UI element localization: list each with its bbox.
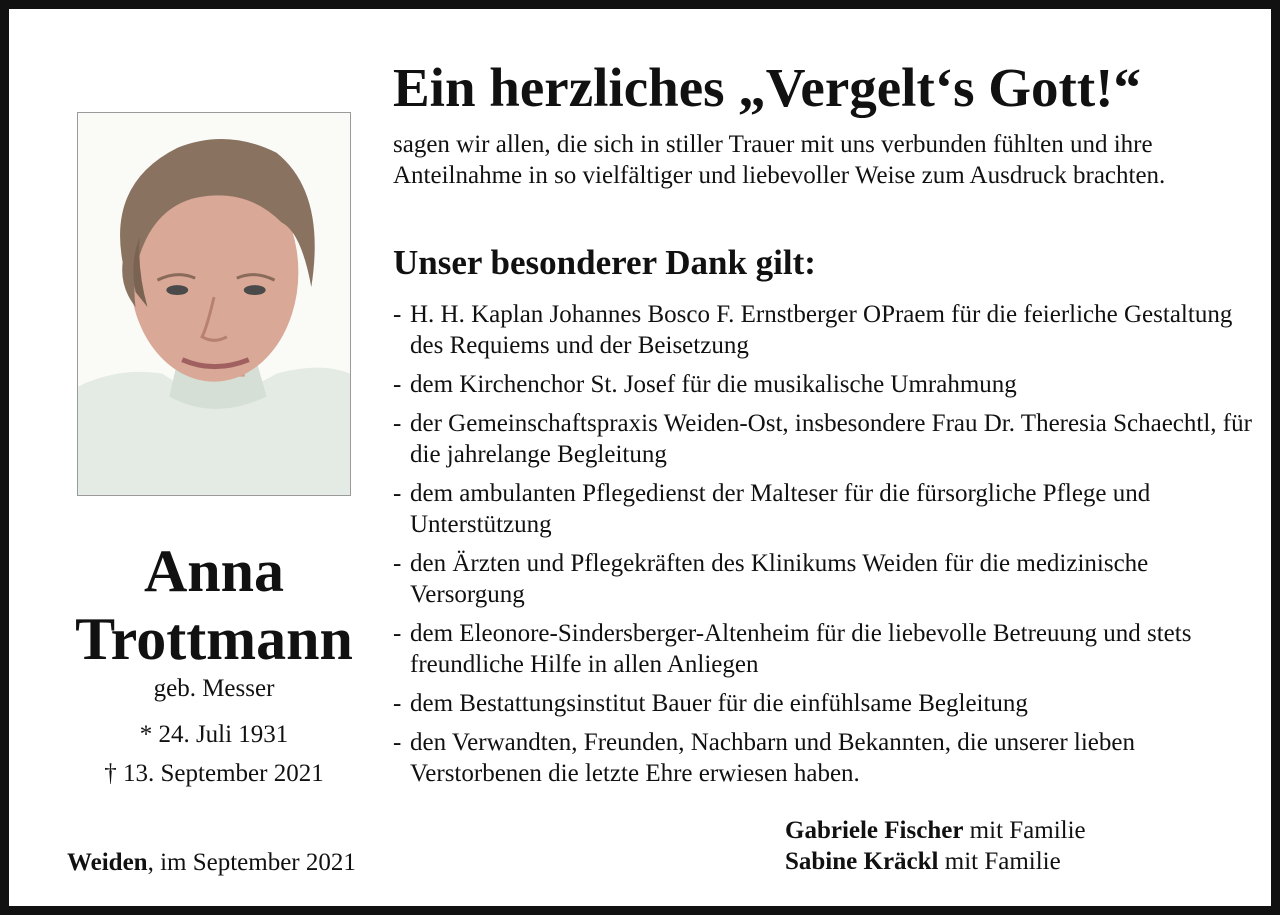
headline: Ein herzliches „Vergelt‘s Gott!“: [393, 57, 1141, 118]
list-item: - dem Eleonore-Sindersberger-Altenheim für die liebevolle Betreuung und stets freundliche Hilfe in allen Anliegen: [393, 618, 1253, 680]
birth-date: * 24. Juli 1931: [139, 721, 289, 748]
list-item: - dem Kirchenchor St. Josef für die musikalische Umrahmung: [393, 369, 1253, 400]
list-item: - dem Bestattungsinstitut Bauer für die einfühlsame Begleitung: [393, 688, 1253, 719]
deceased-last-name: Trottmann: [75, 606, 353, 672]
list-item: - den Ärzten und Pflegekräften des Klinikums Weiden für die medizinische Versorgung: [393, 548, 1253, 610]
signatures: [785, 815, 1086, 877]
place-city: Weiden: [67, 849, 148, 876]
list-item: - H. H. Kaplan Johannes Bosco F. Ernstberger OPraem für die feierliche Gestaltung des Requiems und der Beisetzung: [393, 299, 1253, 361]
signature-name: Sabine Kräckl: [785, 848, 939, 875]
death-date: † 13. September 2021: [104, 760, 324, 787]
list-item: - der Gemeinschaftspraxis Weiden-Ost, insbesondere Frau Dr. Theresia Schaechtl, für die jahrelange Begleitung: [393, 408, 1253, 470]
list-item: - dem ambulanten Pflegedienst der Malteser für die fürsorgliche Pflege und Unterstützung: [393, 478, 1253, 540]
signature-suffix: mit Familie: [938, 848, 1061, 875]
signature-name: Gabriele Fischer: [785, 817, 964, 844]
intro-paragraph: sagen wir allen, die sich in stiller Trauer mit uns verbunden fühlten und ihre Anteilnahme in so vielfältiger und liebevoller Weise zum Ausdruck brachten.: [393, 131, 1166, 189]
list-item: - den Verwandten, Freunden, Nachbarn und Bekannten, die unserer lieben Verstorbenen die letzte Ehre erwiesen haben.: [393, 727, 1253, 789]
signature-line: [785, 815, 1086, 846]
portrait-icon: [78, 113, 350, 495]
thanks-heading: Unser besonderer Dank gilt:: [393, 243, 816, 282]
thanks-list: [393, 299, 1253, 797]
signature-suffix: mit Familie: [963, 817, 1086, 844]
place-date-text: , im September 2021: [147, 849, 356, 876]
place-and-date: [67, 847, 356, 879]
portrait-photo: [77, 112, 351, 496]
maiden-name: geb. Messer: [153, 675, 275, 702]
deceased-first-name: Anna: [143, 538, 285, 604]
signature-line: [785, 846, 1086, 877]
